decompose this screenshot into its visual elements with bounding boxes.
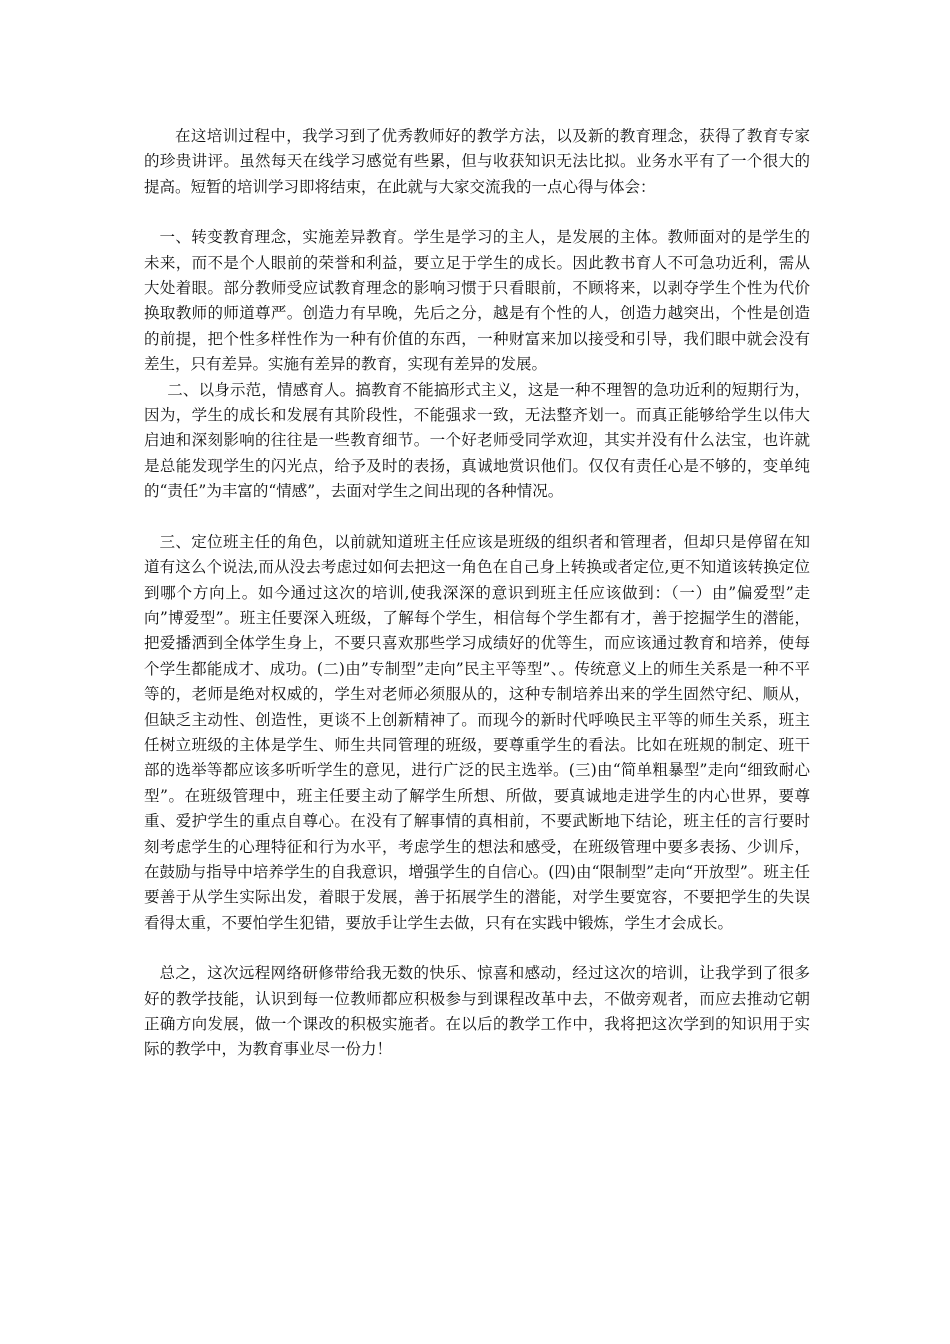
paragraph-gap <box>144 505 810 530</box>
paragraph-section-one: 一、转变教育理念，实施差异教育。学生是学习的主人，是发展的主体。教师面对的是学生的未来，而不是个人眼前的荣誉和利益，要立足于学生的成长。因此教书育人不可急功近利，需从大处着眼。部分教师受应试教育理念的影响习惯于只看眼前，不顾将来，以剥夺学生个性为代价换取教师的师道尊严。创造力有早晚，先后之分，越是有个性的人，创造力越突出，个性是创造的前提，把个性多样性作为一种有价值的东西，一种财富来加以接受和引导，我们眼中就会没有差生，只有差异。实施有差异的教育，实现有差异的发展。 <box>144 228 810 374</box>
paragraph-section-two: 二、以身示范，情感育人。搞教育不能搞形式主义，这是一种不理智的急功近利的短期行为，因为，学生的成长和发展有其阶段性，不能强求一致，无法整齐划一。而真正能够给学生以伟大启迪和深刻影响的往往是一些教育细节。一个好老师受同学欢迎，其实并没有什么法宝，也许就是总能发现学生的闪光点，给予及时的表扬，真诚地赏识他们。仅仅有责任心是不够的，变单纯的“责任”为丰富的“情感”，去面对学生之间出现的各种情况。 <box>144 380 810 501</box>
paragraph-gap <box>144 936 810 961</box>
document-body <box>144 124 810 1063</box>
paragraph-gap <box>144 200 810 225</box>
paragraph-intro: 在这培训过程中，我学习到了优秀教师好的教学方法，以及新的教育理念，获得了教育专家的珍贵讲评。虽然每天在线学习感觉有些累，但与收获知识无法比拟。业务水平有了一个很大的提高。短暂的培训学习即将结束，在此就与大家交流我的一点心得与体会： <box>144 127 810 196</box>
paragraph-section-three: 三、定位班主任的角色，以前就知道班主任应该是班级的组织者和管理者，但却只是停留在知道有这么个说法,而从没去考虑过如何去把这一角色在自己身上转换或者定位,更不知道该转换定位到哪个方向上。如今通过这次的培训,使我深深的意识到班主任应该做到：（一）由”偏爱型”走向”博爱型”。班主任要深入班级，了解每个学生，相信每个学生都有才，善于挖掘学生的潜能，把爱播洒到全体学生身上，不要只喜欢那些学习成绩好的优等生，而应该通过教育和培养，使每个学生都能成才、成功。(二)由”专制型”走向”民主平等型”、。传统意义上的师生关系是一种不平等的，老师是绝对权威的，学生对老师必须服从的，这种专制培养出来的学生固然守纪、顺从，但缺乏主动性、创造性，更谈不上创新精神了。而现今的新时代呼唤民主平等的师生关系，班主任树立班级的主体是学生、师生共同管理的班级，要尊重学生的看法。比如在班规的制定、班干部的选举等都应该多听听学生的意见，进行广泛的民主选举。(三)由“简单粗暴型”走向“细致耐心型”。在班级管理中，班主任要主动了解学生所想、所做，要真诚地走进学生的内心世界，要尊重、爱护学生的重点自尊心。在没有了解事情的真相前，不要武断地下结论，班主任的言行要时刻考虑学生的心理特征和行为水平，考虑学生的想法和感受，在班级管理中要多表扬、少训斥，在鼓励与指导中培养学生的自我意识，增强学生的自信心。(四)由“限制型”走向“开放型”。班主任要善于从学生实际出发，着眼于发展，善于拓展学生的潜能，对学生要宽容，不要把学生的失误看得太重，不要怕学生犯错，要放手让学生去做，只有在实践中锻炼，学生才会成长。 <box>144 532 810 932</box>
paragraph-conclusion: 总之，这次远程网络研修带给我无数的快乐、惊喜和感动，经过这次的培训，让我学到了很多好的教学技能，认识到每一位教师都应积极参与到课程改革中去，不做旁观者，而应去推动它朝正确方向发展，做一个课改的积极实施者。在以后的教学工作中，我将把这次学到的知识用于实际的教学中，为教育事业尽一份力！ <box>144 964 810 1059</box>
